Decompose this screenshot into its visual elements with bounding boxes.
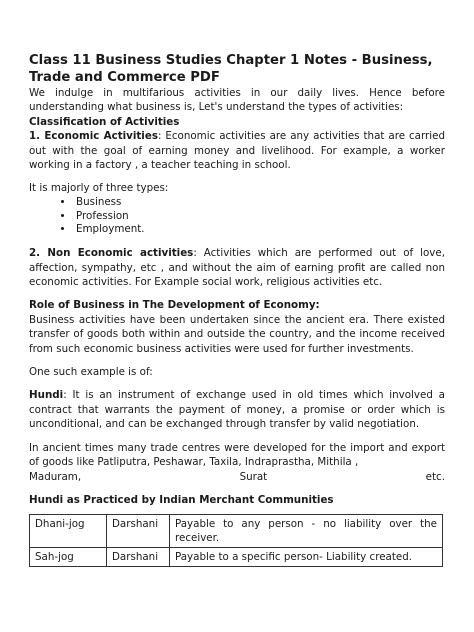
role-paragraph: Business activities have been undertaken since the ancient era. There existed transfer of goods both within and outside the country, and the income received from such economic business activities were used for further investments. — [29, 313, 445, 355]
table-cell: Sah-jog — [30, 548, 107, 567]
trade-city-surat: Surat — [239, 470, 268, 483]
table-row — [30, 548, 443, 567]
table-cell: Payable to a specific person- Liability created. — [170, 548, 443, 567]
economic-activities-paragraph — [29, 129, 445, 172]
trade-last-line — [29, 470, 445, 484]
non-economic-text: : Activities which are performed out of love, affection, sympathy, etc , and without the aim of earning profit are called non economic activities. For Example social work, religious activities etc. — [29, 247, 445, 289]
table-cell: Darshani — [107, 548, 170, 567]
trade-city-maduram: Maduram, — [29, 470, 82, 483]
trade-paragraph: In ancient times many trade centres were developed for the import and export of goods like Patliputra, Peshawar, Taxila, Indraprastha, Mithila , — [29, 441, 445, 469]
table-heading: Hundi as Practiced by Indian Merchant Communities — [29, 493, 334, 506]
hundi-label: Hundi — [29, 389, 64, 402]
role-heading: Role of Business in The Development of Economy: — [29, 299, 320, 312]
classification-heading: Classification of Activities — [29, 115, 180, 128]
example-intro: One such example is of: — [29, 366, 153, 379]
table-cell: Payable to any person - no liability over the receiver. — [170, 515, 443, 548]
list-item: • Profession — [74, 210, 445, 224]
hundi-text: : It is an instrument of exchange used in old times which involved a contract that warrants the payment of money, a promise or order which is unconditional, and can be exchanged through transfer by valid negotiation. — [29, 389, 445, 431]
economic-activities-label: 1. Economic Activities — [29, 130, 158, 143]
table-row — [30, 515, 443, 548]
list-item: • Employment. — [74, 223, 445, 237]
hundi-paragraph — [29, 388, 445, 431]
intro-paragraph: We indulge in multifarious activities in our daily lives. Hence before understanding what business is, Let's understand the types of activities: — [29, 87, 445, 114]
document-title: Class 11 Business Studies Chapter 1 Notes - Business, Trade and Commerce PDF — [29, 53, 433, 85]
table-cell: Darshani — [107, 515, 170, 548]
table-cell: Dhani-jog — [30, 515, 107, 548]
types-intro: It is majorly of three types: — [29, 182, 169, 195]
non-economic-paragraph — [29, 246, 445, 289]
non-economic-label: 2. Non Economic activities — [29, 247, 194, 260]
types-list — [29, 196, 445, 237]
trade-etc: etc. — [425, 470, 445, 483]
economic-activities-text: : Economic activities are any activities that are carried out with the goal of earning money and livelihood. For example, a worker working in a factory , a teacher teaching in school. — [29, 130, 445, 172]
hundi-table — [29, 514, 443, 567]
list-item: • Business — [74, 196, 445, 210]
